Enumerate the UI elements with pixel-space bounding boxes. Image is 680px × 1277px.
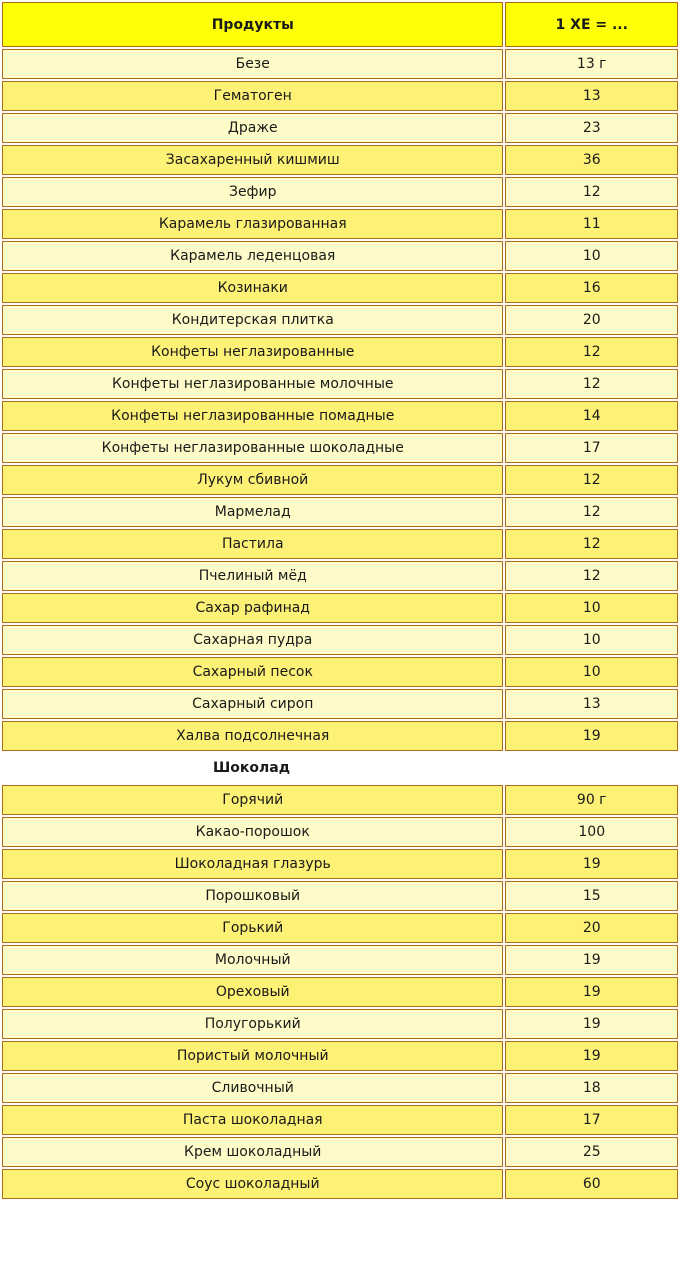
table-row bbox=[2, 881, 678, 911]
table-row bbox=[2, 529, 678, 559]
product-name: Паста шоколадная bbox=[2, 1105, 503, 1135]
table-row bbox=[2, 369, 678, 399]
product-name: Ореховый bbox=[2, 977, 503, 1007]
product-name: Горячий bbox=[2, 785, 503, 815]
table-row bbox=[2, 849, 678, 879]
product-name: Пористый молочный bbox=[2, 1041, 503, 1071]
product-name: Пчелиный мёд bbox=[2, 561, 503, 591]
product-name: Молочный bbox=[2, 945, 503, 975]
xe-value: 15 bbox=[505, 881, 678, 911]
product-name: Конфеты неглазированные bbox=[2, 337, 503, 367]
table-row bbox=[2, 241, 678, 271]
table-row bbox=[2, 337, 678, 367]
product-name: Карамель леденцовая bbox=[2, 241, 503, 271]
product-name: Кондитерская плитка bbox=[2, 305, 503, 335]
product-name: Горький bbox=[2, 913, 503, 943]
product-name: Соус шоколадный bbox=[2, 1169, 503, 1199]
product-name: Мармелад bbox=[2, 497, 503, 527]
xe-value: 10 bbox=[505, 241, 678, 271]
product-name: Сливочный bbox=[2, 1073, 503, 1103]
section-title: Шоколад bbox=[2, 753, 678, 783]
xe-value: 12 bbox=[505, 177, 678, 207]
section-row bbox=[2, 753, 678, 783]
product-name: Какао-порошок bbox=[2, 817, 503, 847]
product-name: Крем шоколадный bbox=[2, 1137, 503, 1167]
product-name: Полугорький bbox=[2, 1009, 503, 1039]
xe-value: 12 bbox=[505, 561, 678, 591]
product-name: Зефир bbox=[2, 177, 503, 207]
table-row bbox=[2, 497, 678, 527]
table-row bbox=[2, 305, 678, 335]
table-row bbox=[2, 593, 678, 623]
product-name: Гематоген bbox=[2, 81, 503, 111]
table-row bbox=[2, 977, 678, 1007]
xe-value: 13 bbox=[505, 81, 678, 111]
table-row bbox=[2, 657, 678, 687]
xe-value: 18 bbox=[505, 1073, 678, 1103]
xe-value: 60 bbox=[505, 1169, 678, 1199]
table-row bbox=[2, 1009, 678, 1039]
xe-value: 19 bbox=[505, 1009, 678, 1039]
xe-value: 90 г bbox=[505, 785, 678, 815]
product-name: Пастила bbox=[2, 529, 503, 559]
header-product: Продукты bbox=[2, 2, 503, 47]
product-name: Сахарный сироп bbox=[2, 689, 503, 719]
xe-value: 10 bbox=[505, 657, 678, 687]
table-row bbox=[2, 177, 678, 207]
table-row bbox=[2, 273, 678, 303]
xe-value: 17 bbox=[505, 433, 678, 463]
xe-value: 17 bbox=[505, 1105, 678, 1135]
table-row bbox=[2, 145, 678, 175]
product-name: Лукум сбивной bbox=[2, 465, 503, 495]
product-name: Сахарная пудра bbox=[2, 625, 503, 655]
product-name: Халва подсолнечная bbox=[2, 721, 503, 751]
xe-value: 10 bbox=[505, 625, 678, 655]
table-row bbox=[2, 401, 678, 431]
table-row bbox=[2, 81, 678, 111]
table-row bbox=[2, 1169, 678, 1199]
product-name: Карамель глазированная bbox=[2, 209, 503, 239]
product-name: Шоколадная глазурь bbox=[2, 849, 503, 879]
xe-value: 12 bbox=[505, 337, 678, 367]
xe-value: 20 bbox=[505, 305, 678, 335]
product-name: Козинаки bbox=[2, 273, 503, 303]
product-name: Конфеты неглазированные шоколадные bbox=[2, 433, 503, 463]
table-row bbox=[2, 817, 678, 847]
xe-value: 19 bbox=[505, 977, 678, 1007]
xe-value: 12 bbox=[505, 497, 678, 527]
table-row bbox=[2, 945, 678, 975]
xe-value: 23 bbox=[505, 113, 678, 143]
table-body bbox=[2, 49, 678, 1199]
table-row bbox=[2, 625, 678, 655]
xe-value: 19 bbox=[505, 849, 678, 879]
table-row bbox=[2, 561, 678, 591]
table-row bbox=[2, 1073, 678, 1103]
product-name: Конфеты неглазированные молочные bbox=[2, 369, 503, 399]
xe-value: 19 bbox=[505, 721, 678, 751]
xe-value: 12 bbox=[505, 465, 678, 495]
xe-value: 11 bbox=[505, 209, 678, 239]
xe-value: 100 bbox=[505, 817, 678, 847]
table-row bbox=[2, 1041, 678, 1071]
table-row bbox=[2, 913, 678, 943]
table-row bbox=[2, 1105, 678, 1135]
xe-value: 36 bbox=[505, 145, 678, 175]
table-row bbox=[2, 1137, 678, 1167]
table-row bbox=[2, 689, 678, 719]
table-row bbox=[2, 113, 678, 143]
xe-value: 13 г bbox=[505, 49, 678, 79]
xe-value: 12 bbox=[505, 369, 678, 399]
table-header-row bbox=[2, 2, 678, 47]
product-name: Безе bbox=[2, 49, 503, 79]
product-name: Сахарный песок bbox=[2, 657, 503, 687]
xe-value: 12 bbox=[505, 529, 678, 559]
product-name: Порошковый bbox=[2, 881, 503, 911]
product-name: Драже bbox=[2, 113, 503, 143]
table-row bbox=[2, 785, 678, 815]
table-row bbox=[2, 721, 678, 751]
xe-value: 13 bbox=[505, 689, 678, 719]
product-name: Сахар рафинад bbox=[2, 593, 503, 623]
product-name: Конфеты неглазированные помадные bbox=[2, 401, 503, 431]
table-row bbox=[2, 465, 678, 495]
xe-value: 19 bbox=[505, 1041, 678, 1071]
table-row bbox=[2, 433, 678, 463]
xe-value: 14 bbox=[505, 401, 678, 431]
xe-value: 20 bbox=[505, 913, 678, 943]
xe-value: 10 bbox=[505, 593, 678, 623]
table-row bbox=[2, 49, 678, 79]
xe-value: 25 bbox=[505, 1137, 678, 1167]
header-value: 1 ХЕ = ... bbox=[505, 2, 678, 47]
table-row bbox=[2, 209, 678, 239]
product-name: Засахаренный кишмиш bbox=[2, 145, 503, 175]
xe-value: 19 bbox=[505, 945, 678, 975]
xe-value: 16 bbox=[505, 273, 678, 303]
